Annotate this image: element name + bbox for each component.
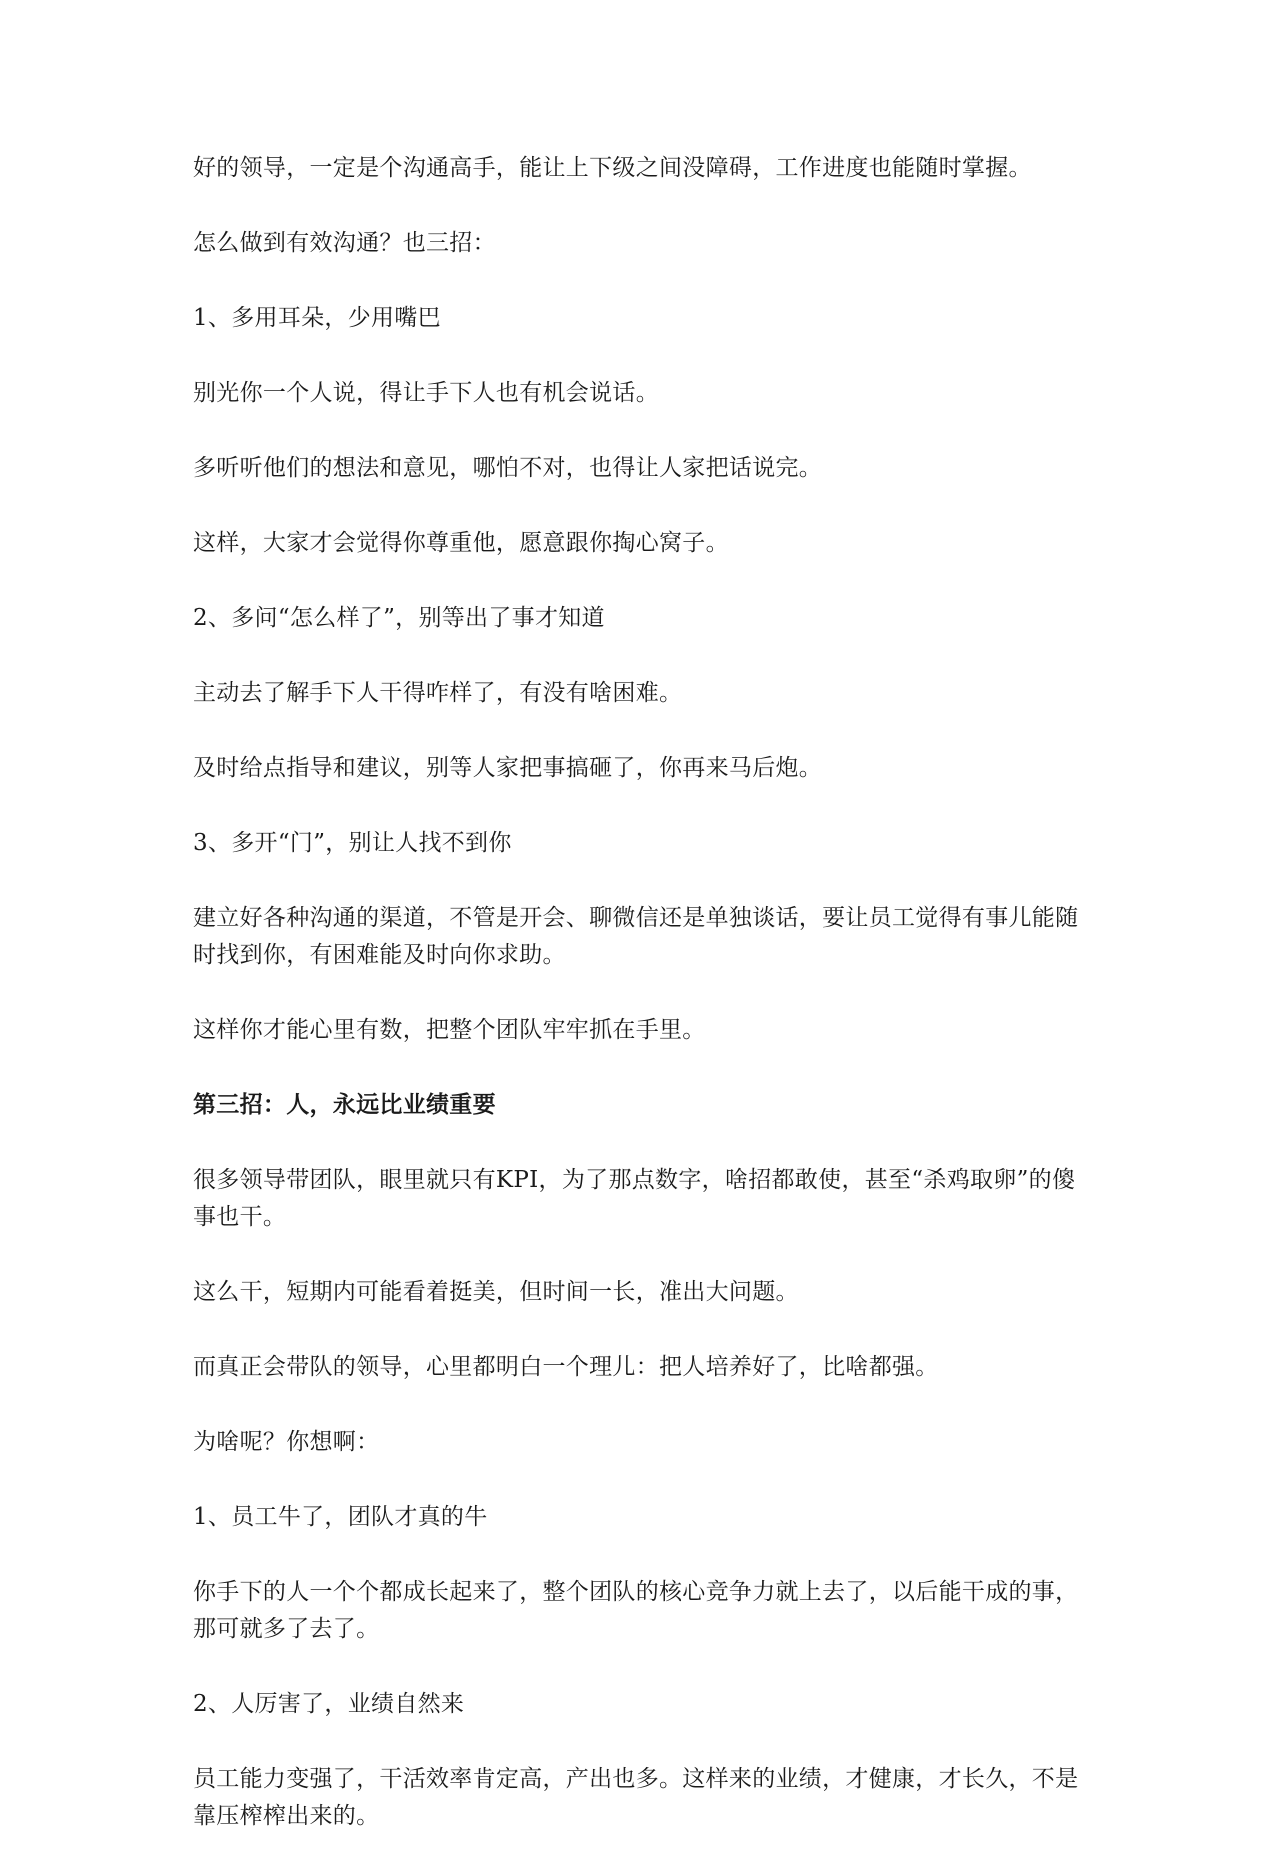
paragraph: 主动去了解手下人干得咋样了，有没有啥困难。 bbox=[193, 680, 683, 706]
paragraph: 很多领导带团队，眼里就只有KPI，为了那点数字，啥招都敢使，甚至“杀鸡取卵”的傻事也干。 bbox=[193, 1167, 1076, 1230]
paragraph: 别光你一个人说，得让手下人也有机会说话。 bbox=[193, 380, 659, 406]
paragraph: 多听听他们的想法和意见，哪怕不对，也得让人家把话说完。 bbox=[193, 455, 823, 481]
paragraph: 而真正会带队的领导，心里都明白一个理儿：把人培养好了，比啥都强。 bbox=[193, 1354, 939, 1380]
paragraph: 这么干，短期内可能看着挺美，但时间一长，准出大问题。 bbox=[193, 1279, 799, 1305]
paragraph: 建立好各种沟通的渠道，不管是开会、聊微信还是单独谈话，要让员工觉得有事儿能随时找到你，有困难能及时向你求助。 bbox=[193, 905, 1079, 968]
paragraph: 员工能力变强了，干活效率肯定高，产出也多。这样来的业绩，才健康，才长久，不是靠压榨榨出来的。 bbox=[193, 1766, 1079, 1829]
paragraph: 这样你才能心里有数，把整个团队牢牢抓在手里。 bbox=[193, 1017, 706, 1043]
paragraph: 你手下的人一个个都成长起来了，整个团队的核心竞争力就上去了，以后能干成的事，那可就多了去了。 bbox=[193, 1579, 1079, 1642]
paragraph: 这样，大家才会觉得你尊重他，愿意跟你掏心窝子。 bbox=[193, 530, 729, 556]
paragraph: 及时给点指导和建议，别等人家把事搞砸了，你再来马后炮。 bbox=[193, 755, 823, 781]
list-item-heading: 2、人厉害了，业绩自然来 bbox=[193, 1691, 465, 1717]
list-item-heading: 1、多用耳朵，少用嘴巴 bbox=[193, 305, 441, 331]
list-item-heading: 2、多问“怎么样了”，别等出了事才知道 bbox=[193, 605, 605, 631]
document-body bbox=[193, 150, 1093, 1873]
paragraph: 怎么做到有效沟通？也三招： bbox=[193, 230, 496, 256]
paragraph: 好的领导，一定是个沟通高手，能让上下级之间没障碍，工作进度也能随时掌握。 bbox=[193, 155, 1032, 181]
section-heading: 第三招：人，永远比业绩重要 bbox=[193, 1092, 496, 1118]
list-item-heading: 3、多开“门”，别让人找不到你 bbox=[193, 830, 512, 856]
list-item-heading: 1、员工牛了，团队才真的牛 bbox=[193, 1504, 488, 1530]
paragraph: 为啥呢？你想啊： bbox=[193, 1429, 380, 1455]
